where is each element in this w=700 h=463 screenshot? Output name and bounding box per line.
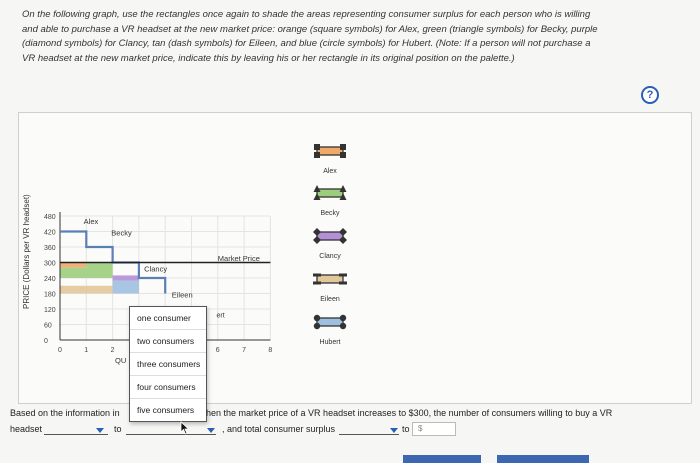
chevron-down-icon[interactable] [390,428,398,433]
eileen-surplus-rect [60,286,113,294]
x-tick-label: 1 [84,347,89,354]
dropdown-option-two[interactable]: two consumers [130,330,206,353]
x-tick-label: 6 [215,347,220,354]
dropdown-option-five[interactable]: five consumers [137,405,195,415]
x-tick-label: 0 [58,347,62,354]
y-tick-label: 360 [44,245,56,253]
clancy-surplus-rect [113,275,139,280]
new-consumers-select[interactable] [126,424,216,435]
y-tick-label: 240 [44,276,56,284]
x-tick-label: 7 [242,347,247,354]
dash-marker-icon [339,282,347,285]
previous-button[interactable] [403,455,481,463]
becky-surplus-rect-lower [60,268,86,278]
partial-label: ert [216,312,225,320]
bottom-text-left: Based on the information in [10,408,120,418]
graph-canvas[interactable] [19,113,691,403]
dash-marker-icon [313,282,321,285]
y-tick-label: 180 [44,291,56,299]
headset-label: headset [10,424,43,434]
palette-becky-label: Becky [320,210,340,217]
instructions-text: On the following graph, use the rectangles once again to shade the areas representing consumer surplus for each person who is willing and able to purchase a VR headset at the new market price: orange (square symbols) for Alex, green (triangle symbols) for Becky, purple (diamond symbols) for Clancy, tan (dash symbols) for Eileen, and blue (circle symbols) for Hubert. (Note: If a person will not purchase a VR headset at the new market price, indicate this by leaving his or her rectangle in its original position on the palette.) [22,9,598,64]
graph-frame [18,112,692,404]
dropdown-option-three[interactable]: three consumers [130,353,206,376]
y-tick-label: 0 [44,338,48,345]
palette-alex-label: Alex [323,168,337,175]
bottom-text-right: hen the market price of a VR headset increases to $300, the number of consumers willing to buy a VR [206,408,613,418]
dollar-prefix: $ [418,424,423,433]
square-marker-icon [314,152,320,158]
palette-eileen-label: Eileen [320,296,340,303]
x-axis-label-partial: QU [115,356,127,365]
cursor-icon [180,421,190,435]
demand-step-label: Eileen [171,290,193,300]
y-tick-label: 60 [44,322,52,330]
dash-marker-icon [339,274,347,277]
to-label: to [114,424,122,434]
y-tick-label: 480 [44,214,56,222]
y-tick-label: 300 [44,260,56,268]
palette-clancy-label: Clancy [319,253,341,260]
chevron-down-icon[interactable] [207,428,215,433]
surplus-input[interactable] [412,422,456,436]
demand-step-label: Alex [83,216,99,226]
circle-marker-icon [314,315,320,321]
square-marker-icon [340,152,346,158]
total-surplus-label: , and total consumer surplus [222,424,336,434]
x-tick-label: 8 [268,347,273,354]
to2-label: to [402,424,410,434]
demand-step-label: Clancy [144,264,168,274]
consumer-count-dropdown[interactable] [129,306,207,422]
palette-becky-rect [317,189,343,197]
circle-marker-icon [340,315,346,321]
help-icon[interactable] [641,86,659,104]
palette-alex-rect [317,147,343,155]
dropdown-option-one[interactable]: one consumer [130,307,206,330]
help-label: ? [646,89,654,101]
chevron-down-icon[interactable] [96,428,104,433]
palette-hubert-label: Hubert [319,339,341,346]
market-price-label: Market Price [217,253,260,263]
y-tick-label: 120 [44,307,56,315]
palette-hubert-rect [317,318,343,326]
hubert-surplus-rect [113,281,139,294]
square-marker-icon [314,144,320,150]
square-marker-icon [340,144,346,150]
palette-clancy-rect [317,232,343,240]
next-button[interactable] [497,455,589,463]
demand-step-label: Becky [111,228,132,238]
y-tick-label: 420 [44,229,56,237]
dash-marker-icon [313,274,321,277]
circle-marker-icon [314,323,320,329]
dropdown-option-four[interactable]: four consumers [130,376,206,399]
circle-marker-icon [340,323,346,329]
becky-surplus-rect-upper [86,263,112,278]
x-tick-label: 2 [110,347,115,354]
y-axis-label: PRICE (Dollars per VR headset) [22,194,31,310]
